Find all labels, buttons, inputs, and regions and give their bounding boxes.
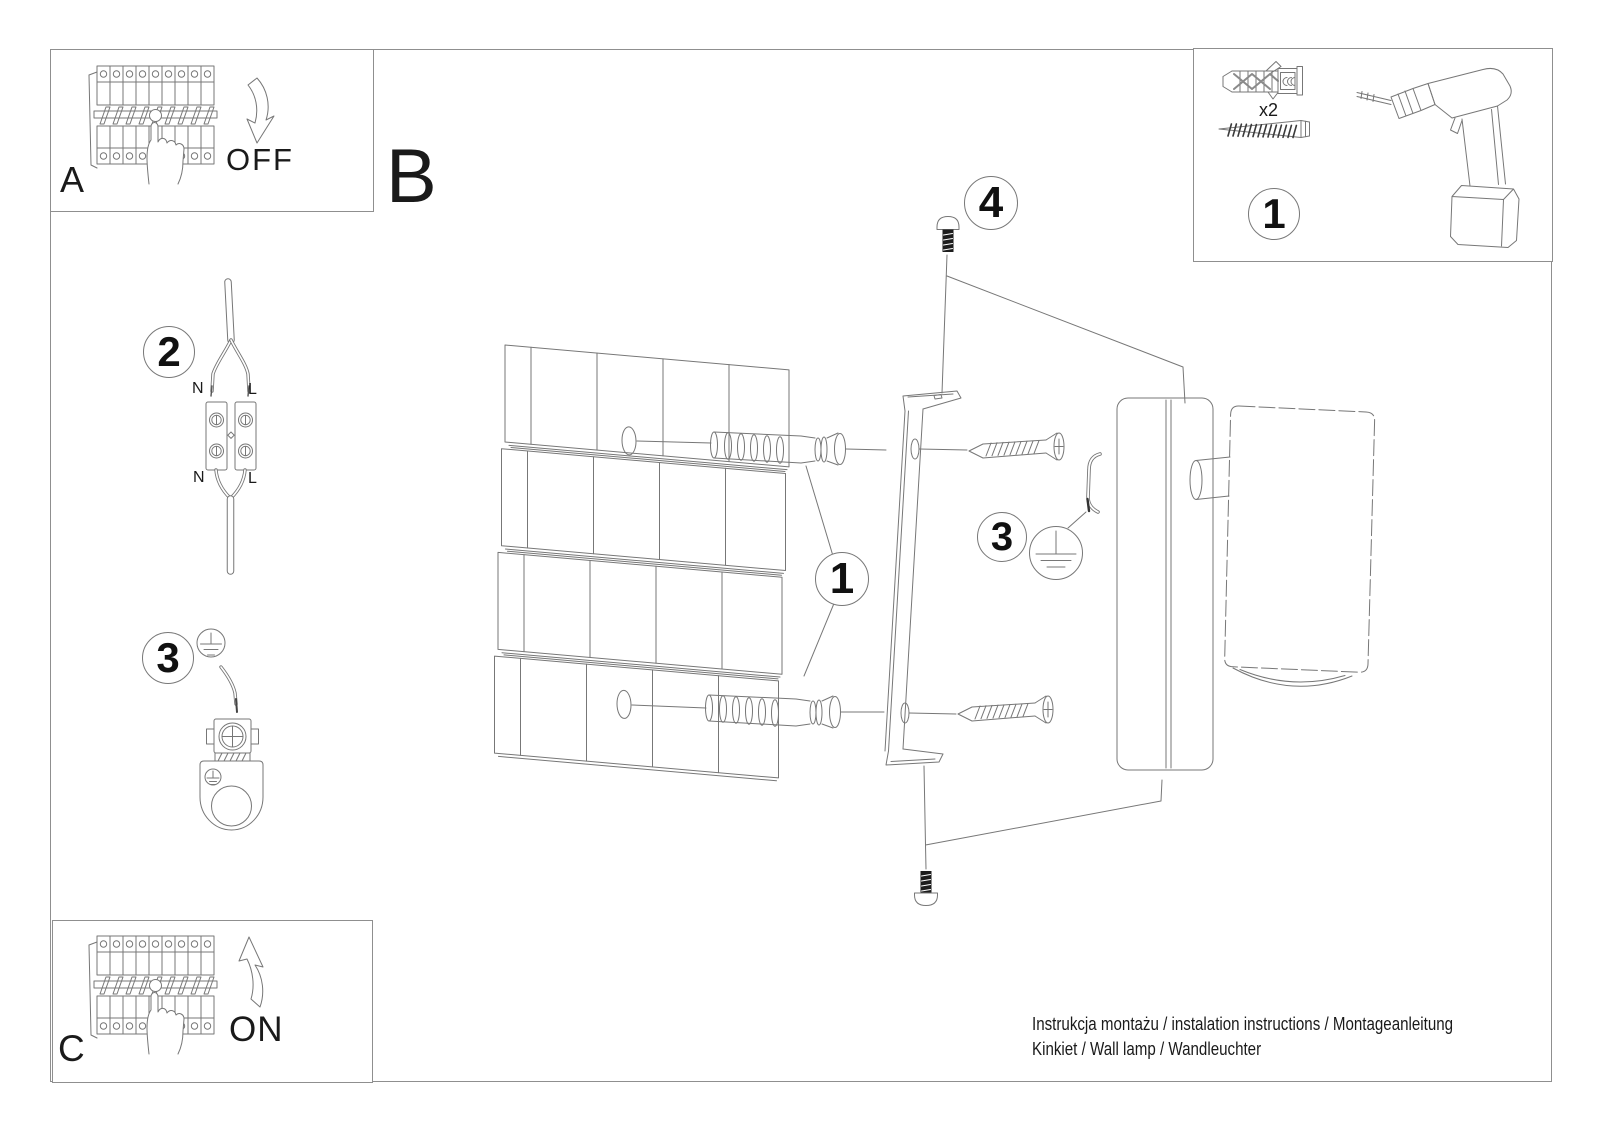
terminal-l-top-label: L <box>248 381 257 398</box>
alignment-lines <box>924 255 1185 869</box>
screw-icon <box>1219 121 1310 138</box>
terminal-n-top-label: N <box>192 380 204 397</box>
ground-terminal-art <box>197 629 263 830</box>
screw-part-badge: 4 <box>964 176 1018 230</box>
machine-screw-bottom-icon <box>915 871 938 906</box>
step-3-badge: 3 <box>142 632 194 684</box>
arrow-down-icon <box>247 78 274 143</box>
panel-c-action-label: ON <box>229 1010 284 1049</box>
mounting-screw-bottom-icon <box>958 696 1053 723</box>
ground-symbol-icon <box>1030 527 1083 580</box>
terminal-n-bottom-label: N <box>193 469 205 486</box>
anchor-quantity-label: x2 <box>1259 100 1279 120</box>
breaker-panel-icon-on <box>89 936 217 1054</box>
tiled-wall-art <box>495 344 790 782</box>
ground-leader <box>1068 512 1086 528</box>
lamp-arm-art <box>1190 457 1230 500</box>
ground-step-badge: 3 <box>977 512 1027 562</box>
arrow-up-icon <box>239 937 263 1007</box>
lamp-backplate-art <box>1117 398 1213 770</box>
panel-c-label: C <box>58 1028 85 1069</box>
panel-a-action-label: OFF <box>226 142 294 177</box>
breaker-panel-icon-off <box>89 66 217 184</box>
panel-b-label: B <box>386 134 437 219</box>
anchor-part-badge: 1 <box>815 552 869 606</box>
machine-screw-top-icon <box>937 217 959 253</box>
terminal-block-art <box>206 282 256 571</box>
lamp-body-art <box>1225 406 1375 686</box>
footer-line-1: Instrukcja montażu / instalation instructions / Montageanleitung <box>1032 1014 1454 1034</box>
wall-plug-icon <box>1223 62 1303 100</box>
wall-anchor-bottom-icon <box>706 695 841 728</box>
parts-step-badge: 1 <box>1248 188 1300 240</box>
step-2-badge: 2 <box>143 326 195 378</box>
panel-a-label: A <box>60 159 85 200</box>
mounting-bracket-art <box>885 391 967 765</box>
terminal-l-bottom-label: L <box>248 470 257 487</box>
wall-anchor-top-icon <box>711 432 846 465</box>
ground-symbol-icon-small <box>197 629 225 657</box>
drill-icon <box>1357 68 1519 247</box>
footer-line-2: Kinkiet / Wall lamp / Wandleuchter <box>1032 1039 1262 1059</box>
footer-text <box>1032 1012 1453 1062</box>
mounting-screw-top-icon <box>969 433 1064 460</box>
